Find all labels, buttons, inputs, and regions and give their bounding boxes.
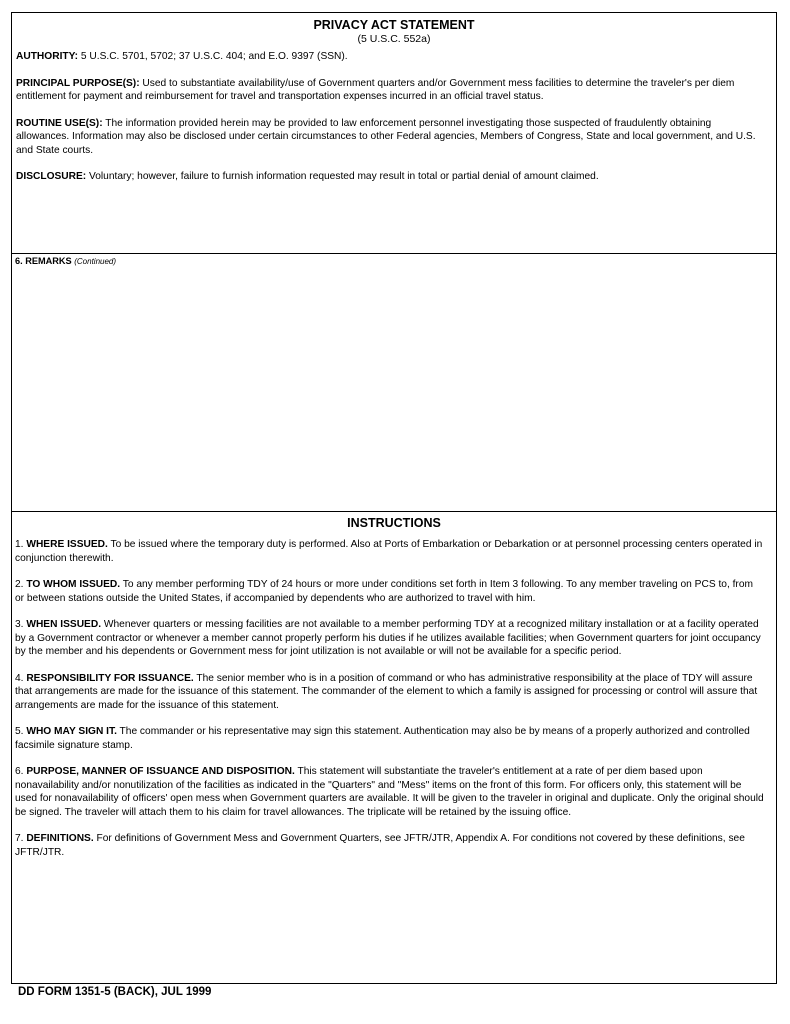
instruction-text: Whenever quarters or messing facilities are not available to a member performing TDY at a recognized military installation or at a facility operated by a Government contractor or whenever a member cannot properly perform his duties if he utilizes available facilities; when Government quarters for joint occupancy by the member and his dependents or Government mess for joint utilization is not available or will not be available for a specific period. <box>15 619 761 657</box>
instruction-number: 7. <box>15 833 27 844</box>
instruction-number: 5. <box>15 726 27 737</box>
instruction-item <box>15 725 764 752</box>
instruction-text: The commander or his representative may sign this statement. Authentication may also be by means of a properly authorized and controlled facsimile signature stamp. <box>15 726 750 751</box>
instruction-item <box>15 832 764 859</box>
instruction-item <box>15 672 764 713</box>
privacy-subtitle: (5 U.S.C. 552a) <box>357 33 431 45</box>
instruction-item <box>15 618 764 659</box>
instruction-label: DEFINITIONS. <box>26 833 94 844</box>
purpose-text: Used to substantiate availability/use of Government quarters and/or Government mess facilities to determine the traveler's per diem entitlement for payment and reimbursement for travel and transportation expenses incurred in an official travel status. <box>16 77 735 102</box>
instruction-text: This statement will substantiate the traveler's entitlement at a rate of per diem based upon nonavailability and/or nonutilization of the facilities as indicated in the "Quarters" and "Mess" items on the front of this form. For officers only, this statement will be used for nonavailability of officers' open mess when Government quarters are available. It will be given to the traveler in original and duplicate. Only the original should be signed. The traveler will attach them to his claim for travel allowances. The triplicate will be retained by the issuing office. <box>15 766 764 818</box>
instruction-label: RESPONSIBILITY FOR ISSUANCE. <box>26 672 194 684</box>
instruction-text: For definitions of Government Mess and Government Quarters, see JFTR/JTR, Appendix A. For conditions not covered by these definitions, see JFTR/JTR. <box>15 833 745 858</box>
remarks-label <box>15 256 776 266</box>
instruction-label: WHERE ISSUED. <box>26 539 108 550</box>
authority-label: AUTHORITY: <box>16 51 79 62</box>
instruction-label: TO WHOM ISSUED. <box>26 579 121 590</box>
privacy-title: PRIVACY ACT STATEMENT <box>313 18 475 32</box>
instruction-item <box>15 578 764 605</box>
instruction-text: The senior member who is in a position of command or who has administrative responsibility at the place of TDY will assure that arrangements are made for the issuance of this statement. The commander of the element to which a family is assigned for processing or control will assure that arrangements are made for the issuance of this statement. <box>15 672 758 711</box>
instructions-section <box>12 512 776 983</box>
disclosure-paragraph <box>16 170 764 184</box>
instruction-number: 2. <box>15 579 27 590</box>
privacy-act-section <box>12 13 776 254</box>
remarks-continued-label: (Continued) <box>74 257 117 266</box>
authority-text: 5 U.S.C. 5701, 5702; 37 U.S.C. 404; and E.O. 9397 (SSN). <box>78 51 348 62</box>
instruction-text: To any member performing TDY of 24 hours or more under conditions set forth in Item 3 following. To any member traveling on PCS to, from or between stations outside the United States, if accompanied by dependents who are authorized to travel with him. <box>15 579 753 604</box>
disclosure-label: DISCLOSURE: <box>16 171 87 182</box>
instruction-label: WHEN ISSUED. <box>26 619 102 630</box>
authority-paragraph <box>16 50 764 64</box>
instruction-item <box>15 765 764 819</box>
routine-use-paragraph <box>16 117 764 158</box>
instruction-number: 1. <box>15 539 27 550</box>
instruction-number: 3. <box>15 619 27 630</box>
instruction-text: To be issued where the temporary duty is performed. Also at Ports of Embarkation or Debarkation or at personnel processing centers operated in conjunction therewith. <box>15 539 763 564</box>
purpose-paragraph <box>16 77 764 104</box>
routine-use-text: The information provided herein may be provided to law enforcement personnel investigating those suspected of fraudulently obtaining allowances. Information may also be disclosed under certain circumstances to other Federal agencies, Members of Congress, State and local government, and U.S. and State courts. <box>16 117 756 156</box>
routine-use-label: ROUTINE USE(S): <box>16 117 103 129</box>
form-footer: DD FORM 1351-5 (BACK), JUL 1999 <box>18 986 212 998</box>
purpose-label: PRINCIPAL PURPOSE(S): <box>16 77 140 89</box>
form-page <box>11 12 777 984</box>
remarks-field[interactable] <box>12 254 776 512</box>
instruction-item <box>15 538 764 565</box>
instruction-label: WHO MAY SIGN IT. <box>26 726 117 737</box>
remarks-label-text: 6. REMARKS <box>15 256 72 266</box>
instruction-number: 4. <box>15 672 27 684</box>
instruction-label: PURPOSE, MANNER OF ISSUANCE AND DISPOSITION. <box>26 766 295 777</box>
instructions-title: INSTRUCTIONS <box>347 516 441 530</box>
instruction-number: 6. <box>15 766 27 777</box>
disclosure-text: Voluntary; however, failure to furnish information requested may result in total or partial denial of amount claimed. <box>86 171 599 182</box>
